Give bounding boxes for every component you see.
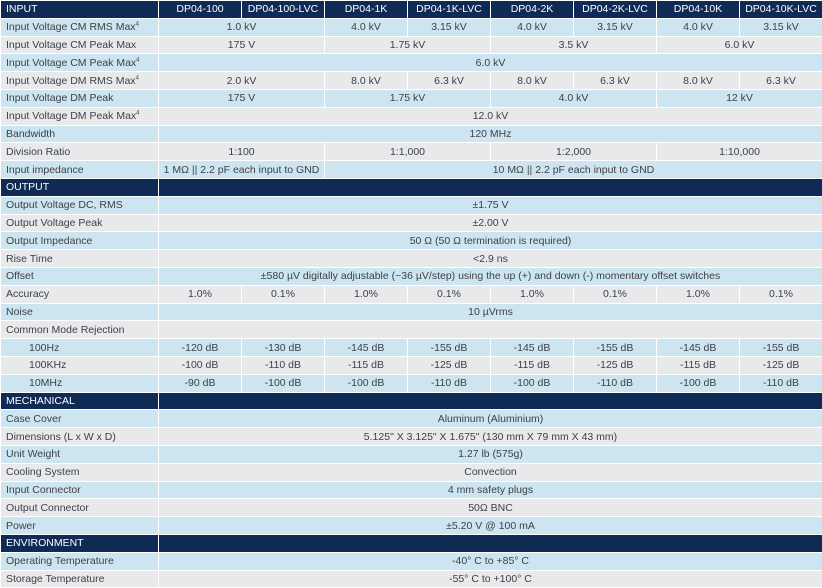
row-label: Input Voltage CM Peak Max bbox=[1, 36, 159, 54]
row-label: Input Voltage CM Peak Max$^4$ bbox=[1, 54, 159, 72]
row-label: Power bbox=[1, 517, 159, 535]
table-row bbox=[1, 143, 822, 161]
cell: -110 dB bbox=[242, 356, 325, 374]
cell: 50 Ω (50 Ω termination is required) bbox=[159, 232, 822, 250]
table-row bbox=[1, 89, 822, 107]
table-row bbox=[1, 499, 822, 517]
cell: -100 dB bbox=[657, 374, 740, 392]
row-label: Division Ratio bbox=[1, 143, 159, 161]
row-label: Rise Time bbox=[1, 250, 159, 268]
cell: -115 dB bbox=[491, 356, 574, 374]
section-title: INPUT bbox=[1, 1, 159, 19]
cell: 50Ω BNC bbox=[159, 499, 822, 517]
cell: 1.0% bbox=[657, 285, 740, 303]
row-label: Case Cover bbox=[1, 410, 159, 428]
cell: 6.3 kV bbox=[740, 72, 822, 90]
table-row bbox=[1, 463, 822, 481]
cell: 8.0 kV bbox=[325, 72, 408, 90]
table-row bbox=[1, 36, 822, 54]
cell: Convection bbox=[159, 463, 822, 481]
section-header-environment bbox=[1, 534, 822, 552]
section-title: OUTPUT bbox=[1, 178, 159, 196]
cell: 120 MHz bbox=[159, 125, 822, 143]
cell: -100 dB bbox=[325, 374, 408, 392]
row-label: Output Voltage DC, RMS bbox=[1, 196, 159, 214]
row-label: Cooling System bbox=[1, 463, 159, 481]
cell: ±5.20 V @ 100 mA bbox=[159, 517, 822, 535]
model-header: DP04-2K-LVC bbox=[574, 1, 657, 19]
cell: -125 dB bbox=[574, 356, 657, 374]
row-label: Unit Weight bbox=[1, 445, 159, 463]
cell: -115 dB bbox=[657, 356, 740, 374]
cell: -115 dB bbox=[325, 356, 408, 374]
table-row bbox=[1, 570, 822, 588]
cell: -155 dB bbox=[408, 339, 491, 357]
cell: -125 dB bbox=[740, 356, 822, 374]
table-row bbox=[1, 356, 822, 374]
model-header: DP04-1K bbox=[325, 1, 408, 19]
cell: 1:2,000 bbox=[491, 143, 657, 161]
cell: 1.0 kV bbox=[159, 18, 325, 36]
cell: -100 dB bbox=[159, 356, 242, 374]
table-row bbox=[1, 285, 822, 303]
cell: 6.3 kV bbox=[574, 72, 657, 90]
row-label: Dimensions (L x W x D) bbox=[1, 428, 159, 446]
cell: 8.0 kV bbox=[657, 72, 740, 90]
cell: 1 MΩ || 2.2 pF each input to GND bbox=[159, 161, 325, 179]
table-row bbox=[1, 321, 822, 339]
cell: 10 µVrms bbox=[159, 303, 822, 321]
cell: -145 dB bbox=[325, 339, 408, 357]
cell: -40° C to +85° C bbox=[159, 552, 822, 570]
cell: -110 dB bbox=[408, 374, 491, 392]
cell: -100 dB bbox=[242, 374, 325, 392]
cell: -110 dB bbox=[574, 374, 657, 392]
model-header: DP04-10K-LVC bbox=[740, 1, 822, 19]
table-row bbox=[1, 72, 822, 90]
cell: 12.0 kV bbox=[159, 107, 822, 125]
cell: 5.125" X 3.125" X 1.675" (130 mm X 79 mm X 43 mm) bbox=[159, 428, 822, 446]
cell: 1.27 lb (575g) bbox=[159, 445, 822, 463]
cell: 175 V bbox=[159, 89, 325, 107]
cell: 6.0 kV bbox=[657, 36, 822, 54]
cell: 4.0 kV bbox=[491, 18, 574, 36]
cell: 3.5 kV bbox=[491, 36, 657, 54]
row-label: Input Voltage DM Peak bbox=[1, 89, 159, 107]
table-row bbox=[1, 374, 822, 392]
model-header: DP04-100 bbox=[159, 1, 242, 19]
cell: 4 mm safety plugs bbox=[159, 481, 822, 499]
table-row bbox=[1, 250, 822, 268]
cell: 1.0% bbox=[159, 285, 242, 303]
row-label: Accuracy bbox=[1, 285, 159, 303]
row-label: Output Impedance bbox=[1, 232, 159, 250]
cell: -55° C to +100° C bbox=[159, 570, 822, 588]
cell: 0.1% bbox=[242, 285, 325, 303]
table-row bbox=[1, 214, 822, 232]
cell: <2.9 ns bbox=[159, 250, 822, 268]
row-label: Input impedance bbox=[1, 161, 159, 179]
cell: -110 dB bbox=[740, 374, 822, 392]
cell: -145 dB bbox=[491, 339, 574, 357]
cell: 0.1% bbox=[740, 285, 822, 303]
cell: 3.15 kV bbox=[408, 18, 491, 36]
cell: -90 dB bbox=[159, 374, 242, 392]
table-row bbox=[1, 552, 822, 570]
cell: ±2.00 V bbox=[159, 214, 822, 232]
row-label: Input Connector bbox=[1, 481, 159, 499]
table-row bbox=[1, 161, 822, 179]
cell: 1.0% bbox=[325, 285, 408, 303]
table-row bbox=[1, 517, 822, 535]
cell: -155 dB bbox=[574, 339, 657, 357]
section-header-mechanical bbox=[1, 392, 822, 410]
table-row bbox=[1, 339, 822, 357]
section-title: ENVIRONMENT bbox=[1, 534, 159, 552]
cell: 6.3 kV bbox=[408, 72, 491, 90]
table-row bbox=[1, 428, 822, 446]
cell: 4.0 kV bbox=[657, 18, 740, 36]
cell: 3.15 kV bbox=[574, 18, 657, 36]
table-row bbox=[1, 303, 822, 321]
section-header-output bbox=[1, 178, 822, 196]
cell: 12 kV bbox=[657, 89, 822, 107]
row-label: 100Hz bbox=[1, 339, 159, 357]
cell: 6.0 kV bbox=[159, 54, 822, 72]
cell: 3.15 kV bbox=[740, 18, 822, 36]
row-label: 100KHz bbox=[1, 356, 159, 374]
cell: 10 MΩ || 2.2 pF each input to GND bbox=[325, 161, 822, 179]
cell: -145 dB bbox=[657, 339, 740, 357]
table-row bbox=[1, 54, 822, 72]
cell: -120 dB bbox=[159, 339, 242, 357]
cell: -100 dB bbox=[491, 374, 574, 392]
model-header: DP04-1K-LVC bbox=[408, 1, 491, 19]
cell bbox=[159, 321, 822, 339]
cell: 0.1% bbox=[574, 285, 657, 303]
row-label: Offset bbox=[1, 267, 159, 285]
table-row bbox=[1, 107, 822, 125]
cell: 2.0 kV bbox=[159, 72, 325, 90]
cell: 1:100 bbox=[159, 143, 325, 161]
model-header: DP04-10K bbox=[657, 1, 740, 19]
row-label: Operating Temperature bbox=[1, 552, 159, 570]
cell: 4.0 kV bbox=[325, 18, 408, 36]
cell: Aluminum (Aluminium) bbox=[159, 410, 822, 428]
cell: 1.75 kV bbox=[325, 36, 491, 54]
cell: 175 V bbox=[159, 36, 325, 54]
cell: 1:1,000 bbox=[325, 143, 491, 161]
cell: 0.1% bbox=[408, 285, 491, 303]
cell: 1:10,000 bbox=[657, 143, 822, 161]
cell: 1.75 kV bbox=[325, 89, 491, 107]
cell: -125 dB bbox=[408, 356, 491, 374]
row-label: 10MHz bbox=[1, 374, 159, 392]
row-label: Output Connector bbox=[1, 499, 159, 517]
section-header-input bbox=[1, 1, 822, 19]
row-label: Bandwidth bbox=[1, 125, 159, 143]
cell: ±1.75 V bbox=[159, 196, 822, 214]
cell: -130 dB bbox=[242, 339, 325, 357]
model-header: DP04-2K bbox=[491, 1, 574, 19]
row-label: Common Mode Rejection bbox=[1, 321, 159, 339]
row-label: Storage Temperature bbox=[1, 570, 159, 588]
cell: ±580 µV digitally adjustable (~36 µV/step) using the up (+) and down (-) momentary offset switches bbox=[159, 267, 822, 285]
row-label: Output Voltage Peak bbox=[1, 214, 159, 232]
cell: 4.0 kV bbox=[491, 89, 657, 107]
model-header: DP04-100-LVC bbox=[242, 1, 325, 19]
table-row bbox=[1, 196, 822, 214]
table-row bbox=[1, 125, 822, 143]
table-row bbox=[1, 18, 822, 36]
table-row bbox=[1, 232, 822, 250]
section-title: MECHANICAL bbox=[1, 392, 159, 410]
cell: 1.0% bbox=[491, 285, 574, 303]
table-row bbox=[1, 481, 822, 499]
table-row bbox=[1, 410, 822, 428]
table-row bbox=[1, 267, 822, 285]
row-label: Input Voltage DM RMS Max$^4$ bbox=[1, 72, 159, 90]
row-label: Input Voltage CM RMS Max$^4$ bbox=[1, 18, 159, 36]
cell: 8.0 kV bbox=[491, 72, 574, 90]
table-row bbox=[1, 445, 822, 463]
cell: -155 dB bbox=[740, 339, 822, 357]
row-label: Input Voltage DM Peak Max$^4$ bbox=[1, 107, 159, 125]
row-label: Noise bbox=[1, 303, 159, 321]
